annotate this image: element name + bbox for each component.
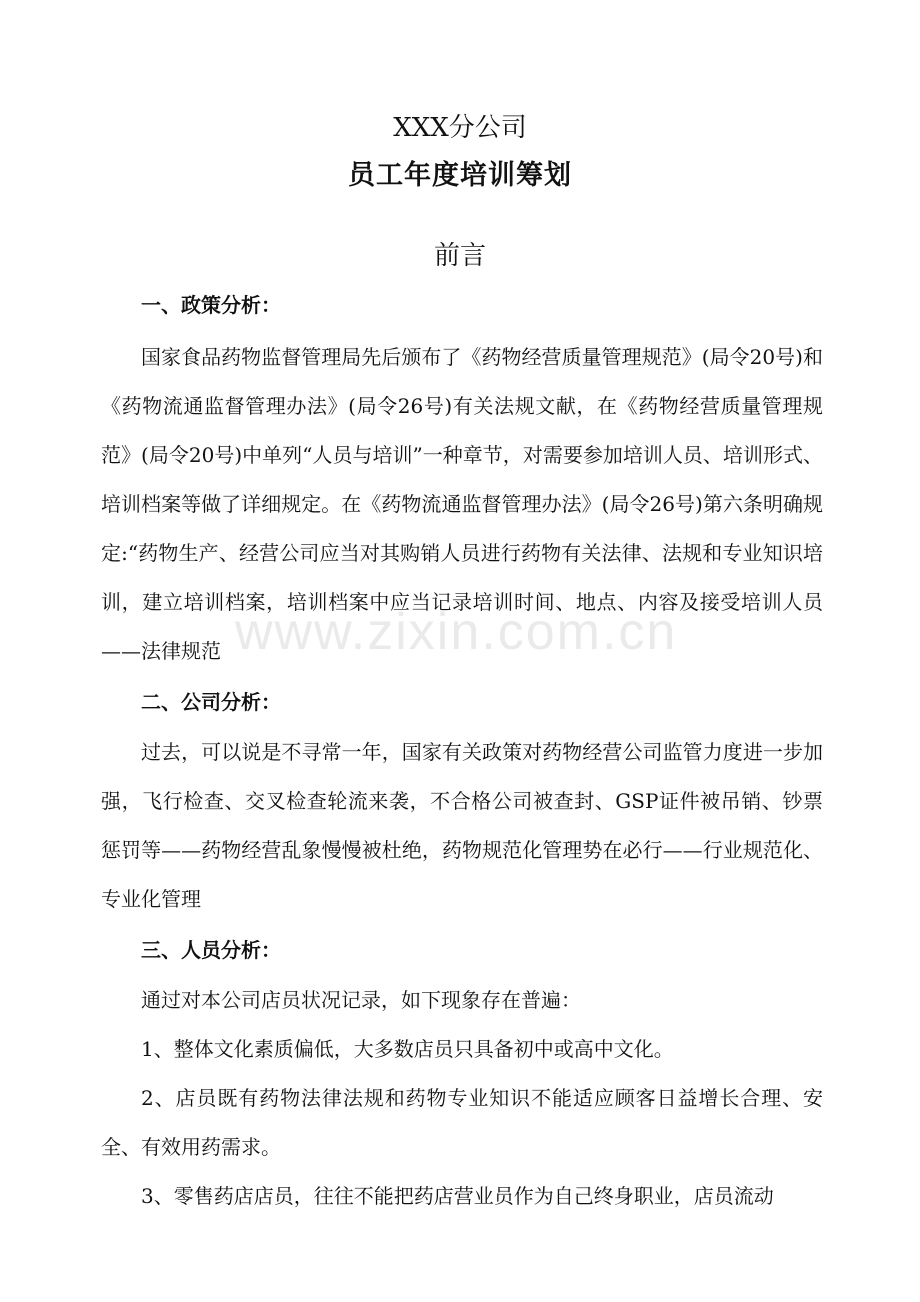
section-heading-staff: 三、人员分析： [141, 938, 281, 962]
document-title: 员工年度培训筹划 [348, 160, 572, 191]
section-heading-policy: 一、政策分析： [141, 293, 281, 317]
paragraph-staff-item-2: 2、店员既有药物法律法规和药物专业知识不能适应顾客日益增长合理、安全、有效用药需求。 [101, 1086, 823, 1159]
watermark: www.zixin.com.cn [235, 603, 678, 661]
paragraph-staff-item-3: 3、零售药店店员，往往不能把药店营业员作为自己终身职业，店员流动 [141, 1184, 774, 1208]
section-heading-company: 二、公司分析： [141, 690, 281, 714]
paragraph-policy: 国家食品药物监督管理局先后颁布了《药物经营质量管理规范》(局令20号)和《药物流通监督管理办法》(局令26号)有关法规文献，在《药物经营质量管理规范》(局令20号)中单列“人员与培训”一种章节，对需要参加培训人员、培训形式、培训档案等做了详细规定。在《药物流通监督管理办法》(局令26号)第六条明确规定:“药物生产、经营公司应当对其购销人员进行药物有关法律、法规和专业知识培训，建立培训档案，培训档案中应当记录培训时间、地点、内容及接受培训人员——法律规范 [101, 345, 823, 663]
paragraph-staff-intro: 通过对本公司店员状况记录，如下现象存在普遍： [141, 988, 581, 1012]
preface-heading: 前言 [433, 241, 486, 271]
paragraph-staff-item-1: 1、整体文化素质偏低，大多数店员只具备初中或高中文化。 [141, 1037, 674, 1061]
document-body [101, 285, 823, 1221]
company-name: XXX分公司 [393, 113, 527, 143]
paragraph-company: 过去，可以说是不寻常一年，国家有关政策对药物经营公司监管力度进一步加强，飞行检查、交叉检查轮流来袭，不合格公司被查封、GSP证件被吊销、钞票惩罚等——药物经营乱象慢慢被杜绝，药物规范化管理势在必行——行业规范化、专业化管理 [101, 740, 823, 911]
